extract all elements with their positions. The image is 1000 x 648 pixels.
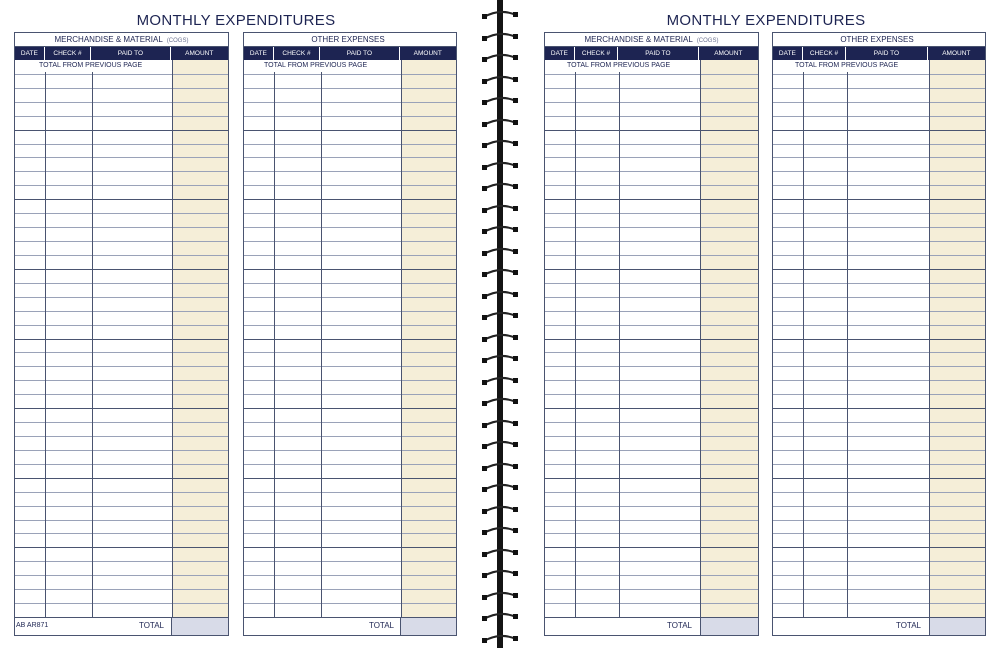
row-rule xyxy=(244,506,456,507)
spiral-coil xyxy=(482,591,518,601)
row-rule xyxy=(545,506,758,507)
spiral-coil xyxy=(482,462,518,472)
row-rule xyxy=(15,255,228,256)
row-rule xyxy=(545,255,758,256)
ledger-merchandise-left xyxy=(14,32,229,636)
row-rule xyxy=(15,380,228,381)
row-rule xyxy=(15,533,228,534)
row-rule xyxy=(244,436,456,437)
ledger-other-right xyxy=(772,32,986,636)
row-rule xyxy=(545,422,758,423)
row-rule xyxy=(773,311,985,312)
row-rule xyxy=(773,144,985,145)
spiral-coil xyxy=(482,290,518,300)
row-rule xyxy=(545,589,758,590)
col-check: CHECK # xyxy=(45,47,92,60)
row-rule xyxy=(545,408,758,409)
row-rule xyxy=(244,185,456,186)
ledger-footer xyxy=(545,617,758,635)
row-rule xyxy=(15,199,228,200)
row-rule xyxy=(545,366,758,367)
row-rule xyxy=(773,199,985,200)
spiral-coil xyxy=(482,376,518,386)
row-rule xyxy=(545,520,758,521)
row-rule xyxy=(773,255,985,256)
row-rule xyxy=(545,283,758,284)
spiral-coil xyxy=(482,10,518,20)
row-rule xyxy=(773,589,985,590)
row-rule xyxy=(545,311,758,312)
row-rule xyxy=(773,380,985,381)
row-rule xyxy=(15,506,228,507)
row-rule xyxy=(15,269,228,270)
total-amount-field[interactable] xyxy=(929,618,985,635)
spiral-coil xyxy=(482,268,518,278)
row-rule xyxy=(15,74,228,75)
row-rule xyxy=(244,520,456,521)
row-rule xyxy=(773,561,985,562)
row-rule xyxy=(773,464,985,465)
row-rule xyxy=(244,366,456,367)
column-rule xyxy=(619,72,620,617)
row-rule xyxy=(15,394,228,395)
row-rule xyxy=(545,116,758,117)
ledger-footer xyxy=(773,617,985,635)
row-rule xyxy=(15,436,228,437)
row-rule xyxy=(15,561,228,562)
row-rule xyxy=(244,547,456,548)
row-rule xyxy=(545,74,758,75)
row-rule xyxy=(545,130,758,131)
row-rule xyxy=(545,450,758,451)
row-rule xyxy=(244,241,456,242)
col-date: DATE xyxy=(545,47,575,60)
ledger-merchandise-right xyxy=(544,32,759,636)
row-rule xyxy=(773,394,985,395)
row-rule xyxy=(773,520,985,521)
row-rule xyxy=(15,575,228,576)
row-rule xyxy=(545,297,758,298)
row-rule xyxy=(773,185,985,186)
row-rule xyxy=(545,380,758,381)
row-rule xyxy=(773,492,985,493)
col-paid-to: PAID TO xyxy=(320,47,399,60)
row-rule xyxy=(545,157,758,158)
row-rule xyxy=(244,171,456,172)
column-rule xyxy=(803,72,804,617)
col-amount: AMOUNT xyxy=(942,50,971,57)
row-rule xyxy=(244,339,456,340)
spiral-coil xyxy=(482,247,518,257)
row-rule xyxy=(15,116,228,117)
row-rule xyxy=(15,227,228,228)
col-check: CHECK # xyxy=(274,47,321,60)
previous-total-label: TOTAL FROM PREVIOUS PAGE xyxy=(567,62,671,69)
row-rule xyxy=(244,408,456,409)
row-rule xyxy=(15,339,228,340)
column-rule xyxy=(92,72,93,617)
col-date: DATE xyxy=(15,47,45,60)
row-rule xyxy=(773,157,985,158)
row-rule xyxy=(545,603,758,604)
row-rule xyxy=(545,269,758,270)
spiral-coil xyxy=(482,139,518,149)
row-rule xyxy=(545,144,758,145)
spiral-coil xyxy=(482,548,518,558)
row-rule xyxy=(773,241,985,242)
row-rule xyxy=(545,199,758,200)
spiral-coil xyxy=(482,483,518,493)
spiral-coil xyxy=(482,75,518,85)
ledger-caption: OTHER EXPENSES xyxy=(244,33,456,47)
spiral-coil xyxy=(482,53,518,63)
row-rule xyxy=(15,520,228,521)
row-rule xyxy=(15,102,228,103)
row-rule xyxy=(244,533,456,534)
row-rule xyxy=(545,171,758,172)
row-rule xyxy=(15,311,228,312)
total-amount-field[interactable] xyxy=(700,618,758,635)
column-rule xyxy=(274,72,275,617)
ledger-footer xyxy=(244,617,456,635)
ledger-caption: MERCHANDISE & MATERIAL (COGS) xyxy=(15,33,228,47)
row-rule xyxy=(15,283,228,284)
row-rule xyxy=(545,394,758,395)
row-rule xyxy=(545,213,758,214)
ledger-header xyxy=(15,47,228,60)
row-rule xyxy=(244,575,456,576)
row-rule xyxy=(244,603,456,604)
row-rule xyxy=(244,352,456,353)
row-rule xyxy=(773,506,985,507)
row-rule xyxy=(773,575,985,576)
row-rule xyxy=(244,74,456,75)
total-amount-field[interactable] xyxy=(171,618,228,635)
row-rule xyxy=(773,116,985,117)
row-rule xyxy=(15,157,228,158)
row-rule xyxy=(244,561,456,562)
row-rule xyxy=(773,352,985,353)
row-rule xyxy=(15,352,228,353)
spiral-coil xyxy=(482,526,518,536)
row-rule xyxy=(244,478,456,479)
row-rule xyxy=(15,589,228,590)
row-rule xyxy=(15,408,228,409)
row-rule xyxy=(773,74,985,75)
col-amount: AMOUNT xyxy=(413,50,442,57)
row-rule xyxy=(15,171,228,172)
ledger-caption: MERCHANDISE & MATERIAL (COGS) xyxy=(545,33,758,47)
row-rule xyxy=(545,492,758,493)
row-rule xyxy=(545,464,758,465)
spiral-coil xyxy=(482,505,518,515)
row-rule xyxy=(773,297,985,298)
row-rule xyxy=(773,213,985,214)
row-rule xyxy=(773,533,985,534)
row-rule xyxy=(244,283,456,284)
row-rule xyxy=(545,533,758,534)
row-rule xyxy=(545,436,758,437)
row-rule xyxy=(244,589,456,590)
row-rule xyxy=(15,547,228,548)
spiral-coil xyxy=(482,634,518,644)
total-amount-field[interactable] xyxy=(400,618,456,635)
row-rule xyxy=(15,366,228,367)
column-rule xyxy=(847,72,848,617)
row-rule xyxy=(545,241,758,242)
row-rule xyxy=(545,325,758,326)
spiral-coil xyxy=(482,118,518,128)
row-rule xyxy=(244,394,456,395)
row-rule xyxy=(773,478,985,479)
row-rule xyxy=(15,450,228,451)
row-rule xyxy=(244,297,456,298)
row-rule xyxy=(545,561,758,562)
row-rule xyxy=(773,408,985,409)
row-rule xyxy=(773,269,985,270)
spiral-coil xyxy=(482,612,518,622)
page-id: AB AR871 xyxy=(16,622,49,629)
col-paid-to: PAID TO xyxy=(846,47,927,60)
row-rule xyxy=(773,450,985,451)
column-rule xyxy=(700,60,701,617)
row-rule xyxy=(545,352,758,353)
spiral-coil xyxy=(482,161,518,171)
row-rule xyxy=(773,171,985,172)
col-check: CHECK # xyxy=(575,47,619,60)
col-paid-to: PAID TO xyxy=(91,47,170,60)
spiral-coil xyxy=(482,311,518,321)
row-rule xyxy=(244,450,456,451)
ledger-header xyxy=(773,47,985,60)
row-rule xyxy=(15,241,228,242)
row-rule xyxy=(244,422,456,423)
col-amount: AMOUNT xyxy=(714,50,743,57)
row-rule xyxy=(773,339,985,340)
row-rule xyxy=(773,436,985,437)
spiral-coil xyxy=(482,225,518,235)
ledger-body xyxy=(773,60,985,617)
col-amount: AMOUNT xyxy=(185,50,214,57)
row-rule xyxy=(773,366,985,367)
ledger-header xyxy=(244,47,456,60)
row-rule xyxy=(244,144,456,145)
row-rule xyxy=(773,325,985,326)
row-rule xyxy=(773,227,985,228)
row-rule xyxy=(244,380,456,381)
row-rule xyxy=(773,283,985,284)
col-date: DATE xyxy=(244,47,274,60)
row-rule xyxy=(545,478,758,479)
ledger-caption: OTHER EXPENSES xyxy=(773,33,985,47)
previous-total-label: TOTAL FROM PREVIOUS PAGE xyxy=(39,62,143,69)
col-date: DATE xyxy=(773,47,803,60)
row-rule xyxy=(15,297,228,298)
spiral-coil xyxy=(482,354,518,364)
ledger-body xyxy=(545,60,758,617)
row-rule xyxy=(545,227,758,228)
ledger-body xyxy=(15,60,228,617)
row-rule xyxy=(244,199,456,200)
row-rule xyxy=(244,157,456,158)
row-rule xyxy=(244,492,456,493)
row-rule xyxy=(244,88,456,89)
column-rule xyxy=(172,60,173,617)
column-rule xyxy=(929,60,930,617)
column-rule xyxy=(45,72,46,617)
spiral-coil xyxy=(482,182,518,192)
spiral-coil xyxy=(482,569,518,579)
ledger-body xyxy=(244,60,456,617)
column-rule xyxy=(401,60,402,617)
previous-total-label: TOTAL FROM PREVIOUS PAGE xyxy=(264,62,368,69)
spiral-coil xyxy=(482,204,518,214)
row-rule xyxy=(15,130,228,131)
row-rule xyxy=(244,130,456,131)
row-rule xyxy=(545,575,758,576)
column-rule xyxy=(321,72,322,617)
row-rule xyxy=(244,102,456,103)
row-rule xyxy=(15,185,228,186)
row-rule xyxy=(545,547,758,548)
row-rule xyxy=(15,492,228,493)
row-rule xyxy=(244,255,456,256)
spiral-coil xyxy=(482,419,518,429)
row-rule xyxy=(244,116,456,117)
total-label: TOTAL xyxy=(138,621,164,630)
column-rule xyxy=(575,72,576,617)
row-rule xyxy=(773,102,985,103)
row-rule xyxy=(15,144,228,145)
ledger-other-left xyxy=(243,32,457,636)
row-rule xyxy=(773,547,985,548)
row-rule xyxy=(244,311,456,312)
row-rule xyxy=(15,88,228,89)
row-rule xyxy=(15,325,228,326)
row-rule xyxy=(15,603,228,604)
row-rule xyxy=(773,88,985,89)
spiral-coil xyxy=(482,333,518,343)
total-label: TOTAL xyxy=(895,621,921,630)
total-label: TOTAL xyxy=(666,621,692,630)
row-rule xyxy=(15,478,228,479)
col-paid-to: PAID TO xyxy=(618,47,698,60)
row-rule xyxy=(15,422,228,423)
left-page-title: MONTHLY EXPENDITURES xyxy=(136,12,336,29)
row-rule xyxy=(545,185,758,186)
row-rule xyxy=(773,603,985,604)
spiral-coil xyxy=(482,96,518,106)
right-page-title: MONTHLY EXPENDITURES xyxy=(666,12,866,29)
row-rule xyxy=(244,213,456,214)
row-rule xyxy=(773,422,985,423)
row-rule xyxy=(244,227,456,228)
row-rule xyxy=(15,464,228,465)
spiral-coil xyxy=(482,397,518,407)
spiral-coil xyxy=(482,32,518,42)
row-rule xyxy=(244,325,456,326)
previous-total-label: TOTAL FROM PREVIOUS PAGE xyxy=(795,62,899,69)
row-rule xyxy=(15,213,228,214)
row-rule xyxy=(773,130,985,131)
row-rule xyxy=(545,88,758,89)
row-rule xyxy=(545,339,758,340)
ledger-header xyxy=(545,47,758,60)
spiral-coil xyxy=(482,440,518,450)
row-rule xyxy=(244,464,456,465)
row-rule xyxy=(545,102,758,103)
total-label: TOTAL xyxy=(368,621,394,630)
row-rule xyxy=(244,269,456,270)
col-check: CHECK # xyxy=(803,47,847,60)
